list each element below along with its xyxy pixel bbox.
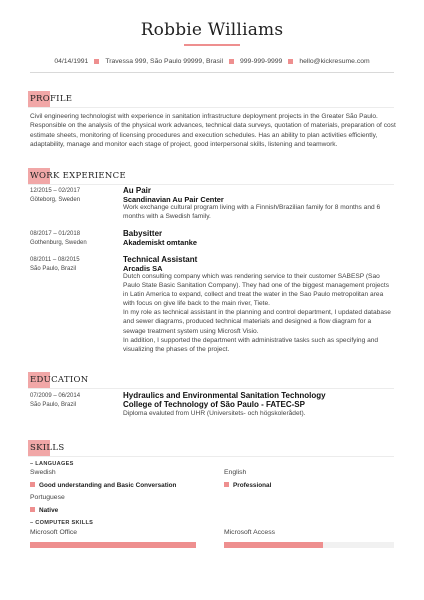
name-underline [184, 44, 240, 46]
section-title-profile: PROFILE [28, 94, 72, 104]
job-dates: 08/2011 – 08/2015 [30, 257, 80, 263]
separator-icon [288, 59, 293, 64]
section-title-skills: SKILLS [28, 443, 64, 453]
language-name: Swedish [30, 469, 56, 476]
edu-degree: Hydraulics and Environmental Sanitation Technology [123, 391, 326, 400]
job-location: Gothenburg, Sweden [30, 240, 87, 246]
computer-skill-name: Microsoft Access [224, 529, 275, 536]
job-employer: Scandinavian Au Pair Center [123, 195, 224, 204]
computer-skill-name: Microsoft Office [30, 529, 78, 536]
separator-icon [94, 59, 99, 64]
job-dates: 08/2017 – 01/2018 [30, 231, 81, 237]
job-description: Work exchange cultural program living with a Finnish/Brazilian family for 8 months and 6 months with a Swedish family. [123, 204, 381, 221]
section-divider [28, 107, 394, 108]
skill-bar-fill [224, 542, 323, 548]
language-level: Professional [224, 482, 271, 489]
language-name: Portuguese [30, 494, 65, 501]
edu-note: Diploma evaluted from UHR (Universitets- och högskolerådet). [123, 410, 306, 417]
contact-line [0, 58, 424, 65]
header-divider [30, 72, 394, 73]
language-level: Good understanding and Basic Conversation [30, 482, 176, 489]
skill-group-languages: – LANGUAGES [30, 461, 74, 467]
separator-icon [229, 59, 234, 64]
skill-bar [30, 542, 196, 548]
edu-school: College of Technology of São Paulo - FATEC-SP [123, 400, 305, 409]
job-title: Babysitter [123, 229, 163, 238]
job-dates: 12/2015 – 02/2017 [30, 188, 81, 194]
section-title-education: EDUCATION [28, 375, 89, 385]
skill-bar-fill [30, 542, 196, 548]
skill-group-computer: – COMPUTER SKILLS [30, 520, 94, 526]
job-title: Au Pair [123, 186, 152, 195]
email[interactable]: hello@kickresume.com [299, 58, 370, 65]
skill-bar [224, 542, 394, 548]
edu-dates: 07/2009 – 06/2014 [30, 393, 81, 399]
address: Travessa 999, São Paulo 99999, Brasil [105, 58, 223, 65]
language-level: Native [30, 507, 58, 514]
edu-location: São Paulo, Brazil [30, 402, 77, 408]
birthdate: 04/14/1991 [54, 58, 89, 65]
job-title: Technical Assistant [123, 255, 198, 264]
candidate-name: Robbie Williams [140, 20, 284, 40]
profile-summary: Civil engineering technologist with experience in sanitation infrastructure deployment projects in the Greater São Paulo. Responsible on the analysis of the physical work advances, technical data surveys, quotation of materials, preparation of cost estimate sheets, monitoring of licensing procedures and execution schedules. Has an ability to plan activities efficiently, adaptability, manage and monitor each stage of project, good interpersonal skills, listening and teamwork. [30, 113, 396, 149]
section-title-work: WORK EXPERIENCE [28, 171, 126, 181]
job-description: Dutch consulting company which was rendering service to their customer SABESP (Sao Paulo State Basic Sanitation Company). They had one of the biggest management projects in Latin America to expand, collect and treat the water in the Sao Paulo metropolitan area with focus on give life back to the main river, Tiete. In my role as technical assistant in the planning and control department, I updated database and sewer diagrams, produced technical materials and designed a flow diagram for a sewage treatment system using Microsft Visio. In addition, I supported the department with administrative tasks such as specifying and visualizing the phases of the project. [123, 273, 391, 353]
level-icon [30, 482, 35, 487]
job-employer: Akademiskt omtanke [123, 238, 197, 247]
job-employer: Arcadis SA [123, 264, 163, 273]
section-divider [28, 388, 394, 389]
job-location: Göteborg, Sweden [30, 197, 81, 203]
language-name: English [224, 469, 247, 476]
phone: 999-999-9999 [239, 58, 283, 65]
section-divider [28, 184, 394, 185]
section-divider [28, 456, 394, 457]
level-icon [224, 482, 229, 487]
job-location: São Paulo, Brazil [30, 266, 77, 272]
level-icon [30, 507, 35, 512]
